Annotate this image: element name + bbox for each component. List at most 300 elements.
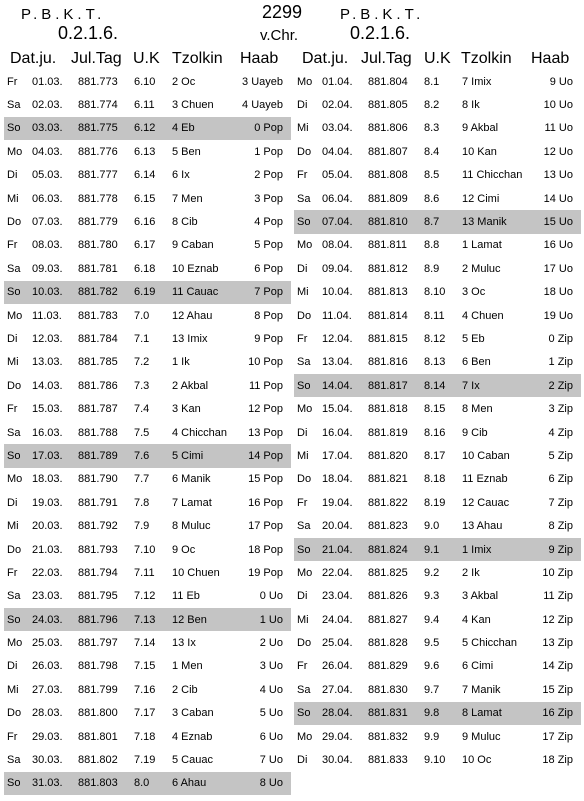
table-row: [4, 164, 291, 187]
cell-uk: 6.10: [134, 75, 156, 88]
cell-uk: 8.12: [424, 332, 446, 345]
cell-haab: 9 Uo: [549, 75, 573, 88]
cell-tzolkin: 3 Kan: [172, 403, 201, 416]
cell-uk: 7.2: [134, 356, 150, 369]
cell-uk: 7.7: [134, 473, 150, 486]
cell-haab: 15 Zip: [542, 683, 573, 696]
cell-haab: 14 Pop: [248, 449, 283, 462]
cell-date: 10.03.: [32, 286, 63, 299]
table-row: [294, 678, 581, 701]
right-pbkt-value: 0.2.1.6.: [350, 23, 411, 43]
table-row: [4, 561, 291, 584]
cell-haab: 4 Zip: [548, 426, 573, 439]
left-pbkt-value: 0.2.1.6.: [58, 23, 119, 43]
cell-uk: 7.4: [134, 403, 150, 416]
cell-date: 13.04.: [322, 356, 353, 369]
cell-date: 23.03.: [32, 590, 63, 603]
table-row: [4, 93, 291, 116]
cell-date: 11.03.: [32, 309, 62, 322]
cell-uk: 7.0: [134, 309, 150, 322]
cell-weekday: Mi: [297, 613, 309, 626]
table-row: [4, 608, 291, 631]
cell-haab: 4 Uayeb: [242, 99, 283, 112]
table-row: [4, 585, 291, 608]
cell-tzolkin: 1 Lamat: [462, 239, 502, 252]
cell-uk: 8.6: [424, 192, 440, 205]
cell-julian-day: 881.833: [368, 754, 408, 767]
table-row: [4, 538, 291, 561]
table-row: [294, 327, 581, 350]
cell-weekday: Fr: [297, 332, 308, 345]
cell-uk: 6.19: [134, 286, 156, 299]
cell-uk: 7.18: [134, 730, 156, 743]
cell-haab: 10 Pop: [248, 356, 283, 369]
table-row: [4, 491, 291, 514]
cell-weekday: Sa: [7, 99, 21, 112]
right-pbkt-label: P.B.K.T.: [340, 6, 425, 23]
cell-haab: 10 Uo: [543, 99, 573, 112]
table-row: [294, 257, 581, 280]
table-row: [4, 281, 291, 304]
cell-weekday: So: [297, 543, 311, 556]
cell-haab: 5 Uo: [259, 707, 283, 720]
cell-tzolkin: 2 Oc: [172, 75, 196, 88]
cell-date: 07.03.: [32, 216, 63, 229]
cell-weekday: Sa: [297, 192, 311, 205]
cell-tzolkin: 13 Ix: [172, 637, 196, 650]
cell-julian-day: 881.804: [368, 75, 408, 88]
table-row: [294, 140, 581, 163]
cell-haab: 1 Zip: [548, 356, 573, 369]
table-row: [294, 421, 581, 444]
cell-haab: 11 Pop: [248, 379, 283, 392]
cell-date: 07.04.: [322, 216, 353, 229]
cell-haab: 0 Pop: [254, 122, 283, 135]
cell-julian-day: 881.777: [78, 169, 118, 182]
cell-date: 02.04.: [322, 99, 353, 112]
cell-uk: 6.18: [134, 262, 156, 275]
cell-julian-day: 881.796: [78, 613, 118, 626]
cell-weekday: Mi: [7, 683, 19, 696]
table-row: [4, 748, 291, 771]
cell-weekday: Fr: [7, 403, 18, 416]
cell-julian-day: 881.829: [368, 660, 408, 673]
cell-weekday: Di: [297, 262, 308, 275]
cell-tzolkin: 7 Men: [172, 192, 203, 205]
cell-julian-day: 881.790: [78, 473, 118, 486]
cell-haab: 14 Uo: [543, 192, 573, 205]
era: v.Chr.: [260, 27, 299, 44]
cell-uk: 9.6: [424, 660, 440, 673]
cell-tzolkin: 7 Imix: [462, 75, 492, 88]
cell-haab: 17 Pop: [248, 520, 283, 533]
cell-date: 03.03.: [32, 122, 63, 135]
cell-date: 29.03.: [32, 730, 63, 743]
cell-date: 02.03.: [32, 99, 63, 112]
cell-julian-day: 881.776: [78, 145, 118, 158]
cell-julian-day: 881.821: [368, 473, 408, 486]
march-table: [4, 70, 291, 795]
cell-julian-day: 881.824: [368, 543, 408, 556]
cell-uk: 8.14: [424, 379, 446, 392]
table-row: [294, 585, 581, 608]
cell-weekday: Do: [297, 145, 312, 158]
cell-tzolkin: 6 Ahau: [172, 777, 207, 790]
cell-date: 28.03.: [32, 707, 63, 720]
cell-julian-day: 881.813: [368, 286, 408, 299]
cell-date: 14.03.: [32, 379, 63, 392]
cell-haab: 2 Zip: [548, 379, 573, 392]
cell-tzolkin: 12 Cauac: [462, 496, 510, 509]
cell-weekday: Do: [7, 707, 22, 720]
cell-date: 21.04.: [322, 543, 353, 556]
cell-haab: 2 Pop: [254, 169, 283, 182]
cell-uk: 6.13: [134, 145, 156, 158]
cell-uk: 7.1: [134, 332, 150, 345]
cell-haab: 6 Uo: [259, 730, 283, 743]
cell-uk: 7.15: [134, 660, 156, 673]
cell-tzolkin: 9 Caban: [172, 239, 214, 252]
cell-tzolkin: 2 Akbal: [172, 379, 209, 392]
table-row: [294, 70, 581, 93]
table-row: [4, 234, 291, 257]
cell-haab: 15 Uo: [543, 216, 573, 229]
cell-weekday: Fr: [297, 496, 308, 509]
cell-weekday: Mi: [297, 286, 309, 299]
cell-weekday: Fr: [297, 169, 308, 182]
cell-tzolkin: 5 Cauac: [172, 754, 213, 767]
cell-date: 08.04.: [322, 239, 353, 252]
cell-date: 26.04.: [322, 660, 353, 673]
cell-weekday: Mo: [297, 403, 313, 416]
cell-date: 31.03.: [32, 777, 63, 790]
cell-weekday: Mo: [297, 239, 313, 252]
table-row: [4, 210, 291, 233]
cell-weekday: So: [7, 777, 21, 790]
cell-julian-day: 881.778: [78, 192, 118, 205]
cell-haab: 16 Zip: [542, 707, 573, 720]
cell-weekday: Di: [7, 660, 18, 673]
right-col-julday: Jul.Tag: [361, 50, 412, 67]
cell-tzolkin: 3 Chuen: [172, 99, 214, 112]
table-row: [4, 725, 291, 748]
cell-haab: 13 Uo: [543, 169, 573, 182]
cell-uk: 8.0: [134, 777, 150, 790]
cell-tzolkin: 7 Ix: [462, 379, 480, 392]
cell-tzolkin: 7 Manik: [462, 683, 501, 696]
table-row: [4, 257, 291, 280]
cell-date: 20.03.: [32, 520, 63, 533]
table-row: [294, 631, 581, 654]
cell-uk: 8.18: [424, 473, 446, 486]
cell-uk: 8.7: [424, 216, 440, 229]
year: 2299: [262, 2, 303, 22]
cell-uk: 7.8: [134, 496, 150, 509]
cell-uk: 8.1: [424, 75, 440, 88]
cell-weekday: Do: [297, 473, 312, 486]
cell-uk: 7.12: [134, 590, 156, 603]
cell-haab: 2 Uo: [259, 637, 283, 650]
cell-tzolkin: 6 Manik: [172, 473, 211, 486]
cell-date: 06.03.: [32, 192, 63, 205]
cell-weekday: Di: [7, 332, 18, 345]
cell-uk: 7.11: [134, 566, 155, 579]
cell-haab: 0 Zip: [548, 332, 573, 345]
cell-uk: 8.15: [424, 403, 446, 416]
cell-julian-day: 881.787: [78, 403, 118, 416]
left-col-julday: Jul.Tag: [71, 50, 122, 67]
cell-haab: 9 Zip: [548, 543, 573, 556]
cell-date: 06.04.: [322, 192, 353, 205]
table-row: [294, 538, 581, 561]
cell-uk: 8.19: [424, 496, 446, 509]
table-row: [4, 631, 291, 654]
right-col-haab: Haab: [531, 50, 570, 67]
table-row: [294, 655, 581, 678]
cell-tzolkin: 1 Ik: [172, 356, 190, 369]
cell-julian-day: 881.831: [368, 707, 408, 720]
cell-tzolkin: 12 Ahau: [172, 309, 213, 322]
cell-weekday: Di: [7, 496, 18, 509]
cell-julian-day: 881.815: [368, 332, 408, 345]
table-row: [294, 117, 581, 140]
cell-tzolkin: 8 Cib: [172, 216, 198, 229]
table-row: [294, 281, 581, 304]
cell-weekday: Do: [7, 216, 22, 229]
cell-haab: 4 Pop: [254, 216, 283, 229]
right-col-date: Dat.ju.: [302, 50, 349, 67]
table-row: [4, 327, 291, 350]
cell-date: 08.03.: [32, 239, 63, 252]
cell-julian-day: 881.773: [78, 75, 118, 88]
cell-weekday: Fr: [7, 566, 18, 579]
cell-julian-day: 881.810: [368, 216, 408, 229]
cell-uk: 6.16: [134, 216, 156, 229]
cell-weekday: So: [297, 216, 311, 229]
cell-weekday: Di: [7, 169, 18, 182]
cell-weekday: Mi: [297, 449, 309, 462]
cell-uk: 9.8: [424, 707, 440, 720]
table-row: [4, 374, 291, 397]
cell-weekday: Di: [297, 754, 308, 767]
cell-uk: 7.17: [134, 707, 156, 720]
cell-haab: 3 Zip: [548, 403, 573, 416]
cell-tzolkin: 6 Ben: [462, 356, 491, 369]
cell-date: 29.04.: [322, 730, 353, 743]
cell-weekday: Mi: [297, 122, 309, 135]
cell-weekday: Di: [297, 590, 308, 603]
cell-tzolkin: 5 Ben: [172, 145, 201, 158]
cell-uk: 7.13: [134, 613, 156, 626]
table-row: [4, 468, 291, 491]
cell-haab: 3 Pop: [254, 192, 283, 205]
cell-julian-day: 881.822: [368, 496, 408, 509]
cell-tzolkin: 4 Eznab: [172, 730, 213, 743]
cell-haab: 6 Zip: [548, 473, 573, 486]
cell-weekday: Mo: [7, 309, 23, 322]
cell-weekday: Mo: [297, 75, 313, 88]
cell-julian-day: 881.794: [78, 566, 118, 579]
cell-tzolkin: 3 Akbal: [462, 590, 499, 603]
cell-date: 16.04.: [322, 426, 353, 439]
cell-julian-day: 881.797: [78, 637, 118, 650]
cell-date: 15.04.: [322, 403, 353, 416]
cell-uk: 7.19: [134, 754, 156, 767]
cell-date: 10.04.: [322, 286, 353, 299]
cell-weekday: So: [7, 613, 21, 626]
cell-tzolkin: 10 Eznab: [172, 262, 219, 275]
table-row: [294, 234, 581, 257]
cell-julian-day: 881.785: [78, 356, 118, 369]
cell-tzolkin: 12 Ben: [172, 613, 207, 626]
cell-julian-day: 881.818: [368, 403, 408, 416]
cell-date: 30.03.: [32, 754, 63, 767]
cell-date: 15.03.: [32, 403, 63, 416]
cell-haab: 16 Pop: [248, 496, 283, 509]
cell-uk: 6.14: [134, 169, 156, 182]
table-row: [4, 140, 291, 163]
table-row: [4, 70, 291, 93]
cell-tzolkin: 3 Caban: [172, 707, 214, 720]
cell-tzolkin: 8 Muluc: [172, 520, 211, 533]
cell-weekday: Sa: [297, 683, 311, 696]
cell-weekday: Mo: [7, 473, 23, 486]
cell-tzolkin: 13 Manik: [462, 216, 507, 229]
cell-weekday: Sa: [7, 754, 21, 767]
cell-date: 18.03.: [32, 473, 63, 486]
cell-julian-day: 881.805: [368, 99, 408, 112]
cell-uk: 8.9: [424, 262, 440, 275]
cell-weekday: Mo: [297, 566, 313, 579]
cell-tzolkin: 11 Eznab: [462, 473, 508, 486]
cell-date: 24.04.: [322, 613, 353, 626]
cell-julian-day: 881.819: [368, 426, 408, 439]
cell-date: 27.03.: [32, 683, 63, 696]
cell-tzolkin: 13 Imix: [172, 332, 208, 345]
cell-julian-day: 881.782: [78, 286, 118, 299]
cell-haab: 11 Uo: [544, 122, 573, 135]
cell-tzolkin: 3 Oc: [462, 286, 486, 299]
cell-tzolkin: 4 Chuen: [462, 309, 504, 322]
cell-tzolkin: 7 Lamat: [172, 496, 212, 509]
table-row: [4, 772, 291, 795]
cell-haab: 7 Zip: [548, 496, 573, 509]
cell-weekday: Do: [7, 543, 22, 556]
cell-uk: 7.16: [134, 683, 156, 696]
cell-julian-day: 881.781: [78, 262, 118, 275]
table-row: [294, 304, 581, 327]
table-row: [294, 374, 581, 397]
cell-haab: 3 Uayeb: [242, 75, 283, 88]
cell-tzolkin: 1 Imix: [462, 543, 492, 556]
table-row: [4, 655, 291, 678]
cell-uk: 9.1: [424, 543, 440, 556]
cell-uk: 8.2: [424, 99, 440, 112]
table-row: [294, 514, 581, 537]
cell-date: 05.03.: [32, 169, 63, 182]
cell-julian-day: 881.806: [368, 122, 408, 135]
cell-date: 12.03.: [32, 332, 63, 345]
cell-date: 26.03.: [32, 660, 63, 673]
cell-tzolkin: 9 Akbal: [462, 122, 499, 135]
cell-uk: 7.10: [134, 543, 156, 556]
cell-haab: 4 Uo: [259, 683, 283, 696]
cell-uk: 9.7: [424, 683, 440, 696]
cell-haab: 19 Pop: [248, 566, 283, 579]
cell-julian-day: 881.795: [78, 590, 118, 603]
cell-haab: 18 Zip: [542, 754, 573, 767]
cell-haab: 14 Zip: [542, 660, 573, 673]
cell-date: 30.04.: [322, 754, 353, 767]
table-row: [294, 187, 581, 210]
cell-julian-day: 881.823: [368, 520, 408, 533]
cell-haab: 12 Zip: [542, 613, 573, 626]
table-row: [4, 304, 291, 327]
cell-weekday: So: [7, 286, 21, 299]
cell-date: 16.03.: [32, 426, 63, 439]
cell-uk: 8.11: [424, 309, 445, 322]
cell-julian-day: 881.826: [368, 590, 408, 603]
cell-tzolkin: 10 Oc: [462, 754, 492, 767]
cell-uk: 7.3: [134, 379, 150, 392]
table-row: [4, 351, 291, 374]
table-row: [294, 164, 581, 187]
cell-tzolkin: 2 Ik: [462, 566, 480, 579]
cell-date: 21.03.: [32, 543, 63, 556]
cell-haab: 10 Zip: [542, 566, 573, 579]
cell-uk: 7.14: [134, 637, 156, 650]
cell-julian-day: 881.827: [368, 613, 408, 626]
cell-haab: 18 Uo: [543, 286, 573, 299]
cell-haab: 16 Uo: [543, 239, 573, 252]
cell-tzolkin: 6 Cimi: [462, 660, 494, 673]
cell-haab: 9 Pop: [254, 332, 283, 345]
cell-date: 01.04.: [322, 75, 353, 88]
cell-tzolkin: 8 Lamat: [462, 707, 502, 720]
cell-date: 09.04.: [322, 262, 353, 275]
cell-haab: 0 Uo: [259, 590, 283, 603]
cell-julian-day: 881.783: [78, 309, 118, 322]
cell-weekday: Do: [297, 637, 312, 650]
cell-tzolkin: 8 Ik: [462, 99, 480, 112]
cell-julian-day: 881.814: [368, 309, 408, 322]
cell-julian-day: 881.793: [78, 543, 118, 556]
cell-date: 25.03.: [32, 637, 63, 650]
cell-haab: 5 Pop: [254, 239, 283, 252]
cell-julian-day: 881.784: [78, 332, 118, 345]
cell-date: 24.03.: [32, 613, 63, 626]
cell-tzolkin: 10 Kan: [462, 145, 497, 158]
cell-tzolkin: 8 Men: [462, 403, 493, 416]
cell-julian-day: 881.816: [368, 356, 408, 369]
cell-uk: 9.10: [424, 754, 446, 767]
cell-julian-day: 881.792: [78, 520, 118, 533]
cell-weekday: Mi: [7, 192, 19, 205]
cell-haab: 6 Pop: [254, 262, 283, 275]
cell-date: 14.04.: [322, 379, 353, 392]
cell-date: 01.03.: [32, 75, 63, 88]
cell-julian-day: 881.828: [368, 637, 408, 650]
left-col-tzolkin: Tzolkin: [172, 50, 223, 67]
cell-haab: 3 Uo: [259, 660, 283, 673]
cell-weekday: So: [7, 122, 21, 135]
right-col-tzolkin: Tzolkin: [461, 50, 512, 67]
cell-date: 03.04.: [322, 122, 353, 135]
table-row: [294, 93, 581, 116]
cell-weekday: Fr: [7, 239, 18, 252]
cell-julian-day: 881.791: [78, 496, 118, 509]
cell-tzolkin: 6 Ix: [172, 169, 190, 182]
